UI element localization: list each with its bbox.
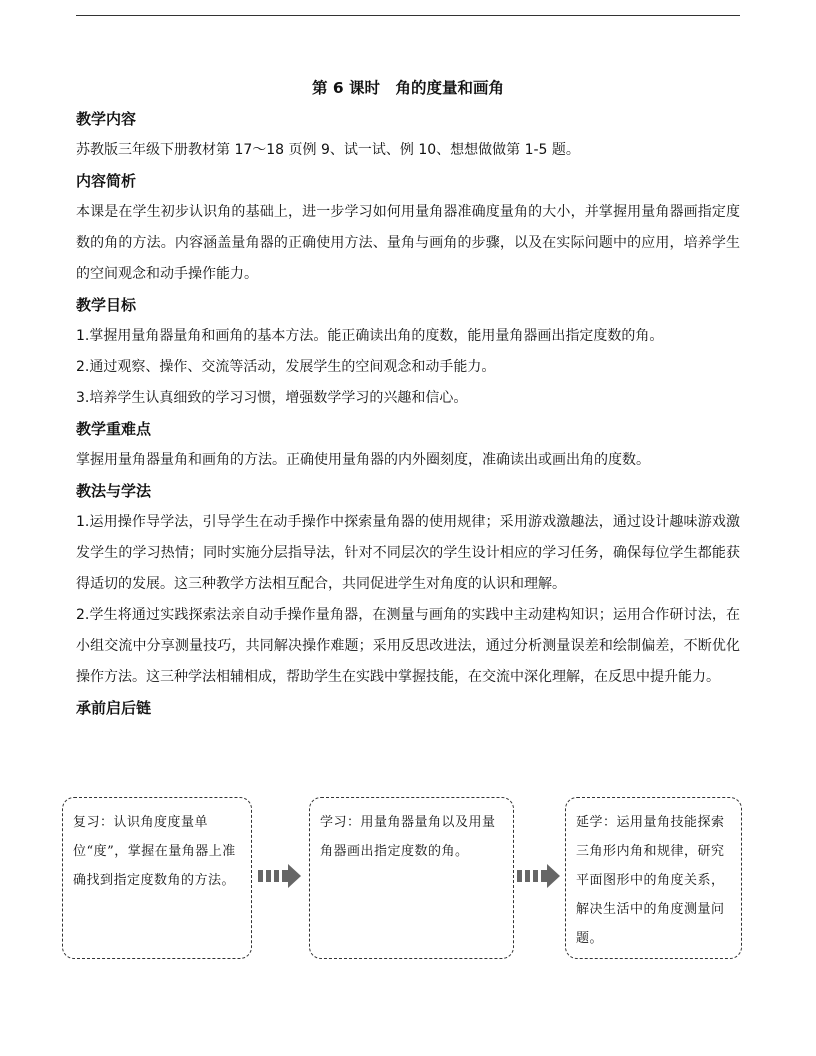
method-item-2: 2.学生将通过实践探索法亲自动手操作量角器，在测量与画角的实践中主动建构知识；运用合作研讨法，在小组交流中分享测量技巧，共同解决操作难题；采用反思改进法，通过分析测量误差和绘制偏差，不断优化操作方法。这三种学法相辅相成，帮助学生在实践中掌握技能，在交流中深化理解，在反思中提升能力。 bbox=[76, 607, 740, 685]
page-title: 第 6 课时 角的度量和画角 bbox=[311, 79, 505, 97]
content-text: 苏教版三年级下册教材第 17～18 页例 9、试一试、例 10、想想做做第 1-5 题。 bbox=[76, 142, 580, 158]
chain-diagram bbox=[62, 797, 742, 962]
lesson-document bbox=[76, 72, 740, 724]
chain-box-learn: 学习：用量角器量角以及用量角器画出指定度数的角。 bbox=[309, 797, 514, 959]
section-heading-goals: 教学目标 bbox=[76, 296, 137, 314]
chain-box-review: 复习：认识角度度量单位“度”，掌握在量角器上准确找到指定度数角的方法。 bbox=[62, 797, 252, 959]
section-heading-analysis: 内容简析 bbox=[76, 172, 137, 190]
section-heading-chain: 承前启后链 bbox=[76, 699, 152, 717]
arrow-right-icon bbox=[258, 863, 302, 889]
analysis-text: 本课是在学生初步认识角的基础上，进一步学习如何用量角器准确度量角的大小，并掌握用量角器画指定度数的角的方法。内容涵盖量角器的正确使用方法、量角与画角的步骤，以及在实际问题中的应用，培养学生的空间观念和动手操作能力。 bbox=[76, 204, 740, 282]
goal-item-1: 1.掌握用量角器量角和画角的基本方法。能正确读出角的度数，能用量角器画出指定度数的角。 bbox=[76, 328, 664, 344]
goal-item-2: 2.通过观察、操作、交流等活动，发展学生的空间观念和动手能力。 bbox=[76, 359, 496, 375]
header-rule bbox=[76, 15, 740, 16]
section-heading-content: 教学内容 bbox=[76, 110, 137, 128]
arrow-right-icon bbox=[517, 863, 561, 889]
goal-item-3: 3.培养学生认真细致的学习习惯，增强数学学习的兴趣和信心。 bbox=[76, 390, 468, 406]
method-item-1: 1.运用操作导学法，引导学生在动手操作中探索量角器的使用规律；采用游戏激趣法，通过设计趣味游戏激发学生的学习热情；同时实施分层指导法，针对不同层次的学生设计相应的学习任务，确保每位学生都能获得适切的发展。这三种教学方法相互配合，共同促进学生对角度的认识和理解。 bbox=[76, 514, 740, 592]
key-points-text: 掌握用量角器量角和画角的方法。正确使用量角器的内外圈刻度，准确读出或画出角的度数。 bbox=[76, 452, 650, 468]
section-heading-methods: 教法与学法 bbox=[76, 482, 152, 500]
section-heading-key-points: 教学重难点 bbox=[76, 420, 152, 438]
chain-box-extend: 延学：运用量角技能探索三角形内角和规律，研究平面图形中的角度关系，解决生活中的角度测量问题。 bbox=[565, 797, 742, 959]
